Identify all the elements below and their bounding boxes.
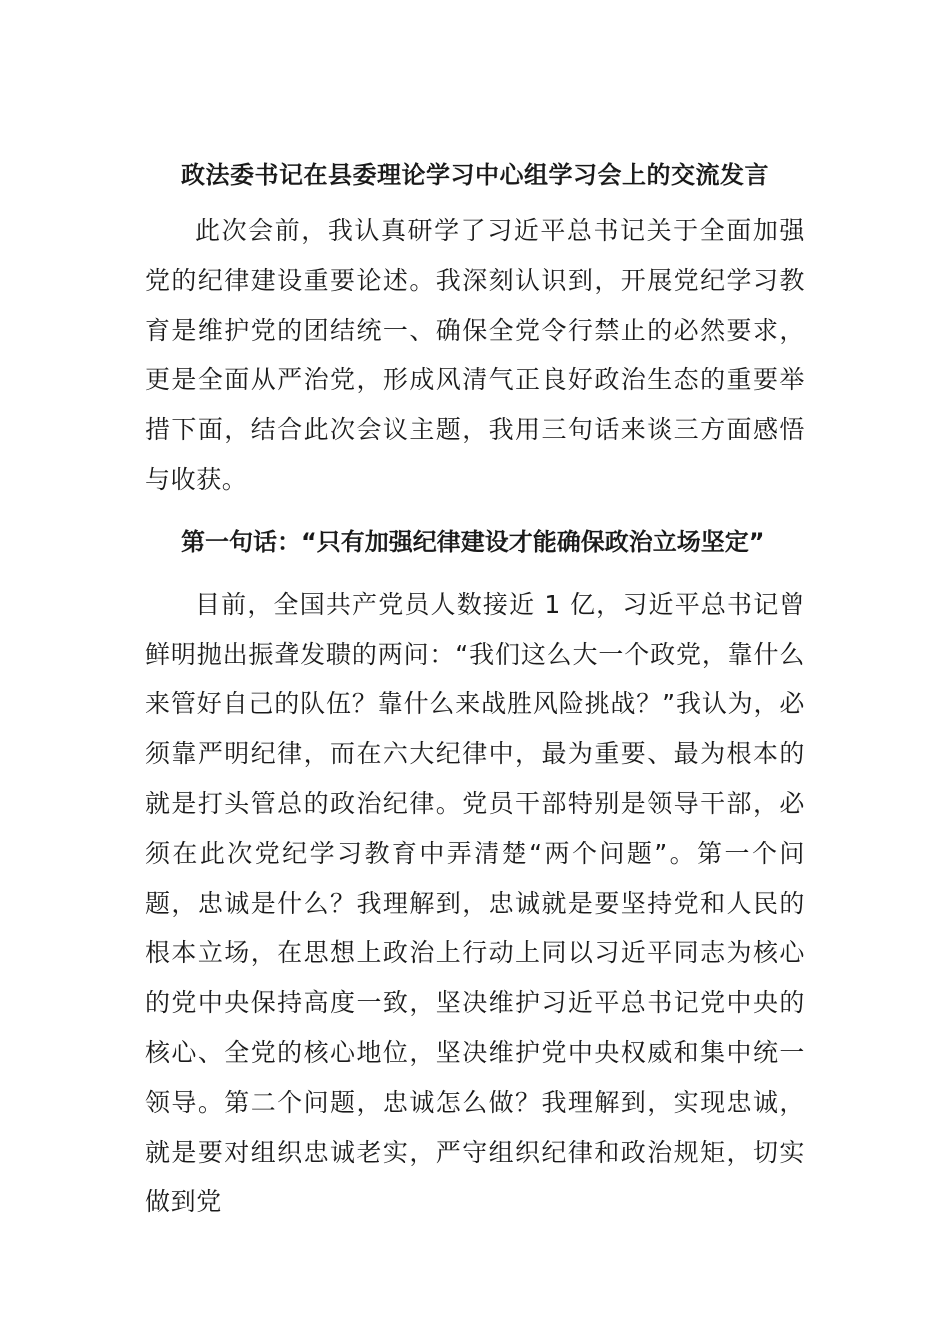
section-heading-1: 第一句话：“只有加强纪律建设才能确保政治立场坚定” — [181, 527, 765, 556]
document-title: 政法委书记在县委理论学习中心组学习会上的交流发言 — [181, 161, 769, 189]
document-page — [145, 157, 805, 1227]
intro-paragraph: 此次会前，我认真研学了习近平总书记关于全面加强党的纪律建设重要论述。我深刻认识到，开展党纪学习教育是维护党的团结统一、确保全党令行禁止的必然要求，更是全面从严治党，形成风清气正良好政治生态的重要举措下面，结合此次会议主题，我用三句话来谈三方面感悟与收获。 — [145, 216, 805, 494]
section-1-paragraph: 目前，全国共产党员人数接近 1 亿，习近平总书记曾鲜明抛出振聋发聩的两问：“我们这么大一个政党，靠什么来管好自己的队伍？靠什么来战胜风险挑战？”我认为，必须靠严明纪律，而在六大纪律中，最为重要、最为根本的就是打头管总的政治纪律。党员干部特别是领导干部，必须在此次党纪学习教育中弄清楚“两个问题”。第一个问题，忠诚是什么？我理解到，忠诚就是要坚持党和人民的根本立场，在思想上政治上行动上同以习近平同志为核心的党中央保持高度一致，坚决维护习近平总书记党中央的核心、全党的核心地位，坚决维护党中央权威和集中统一领导。第二个问题，忠诚怎么做？我理解到，实现忠诚，就是要对组织忠诚老实，严守组织纪律和政治规矩，切实做到党 — [145, 589, 805, 1217]
